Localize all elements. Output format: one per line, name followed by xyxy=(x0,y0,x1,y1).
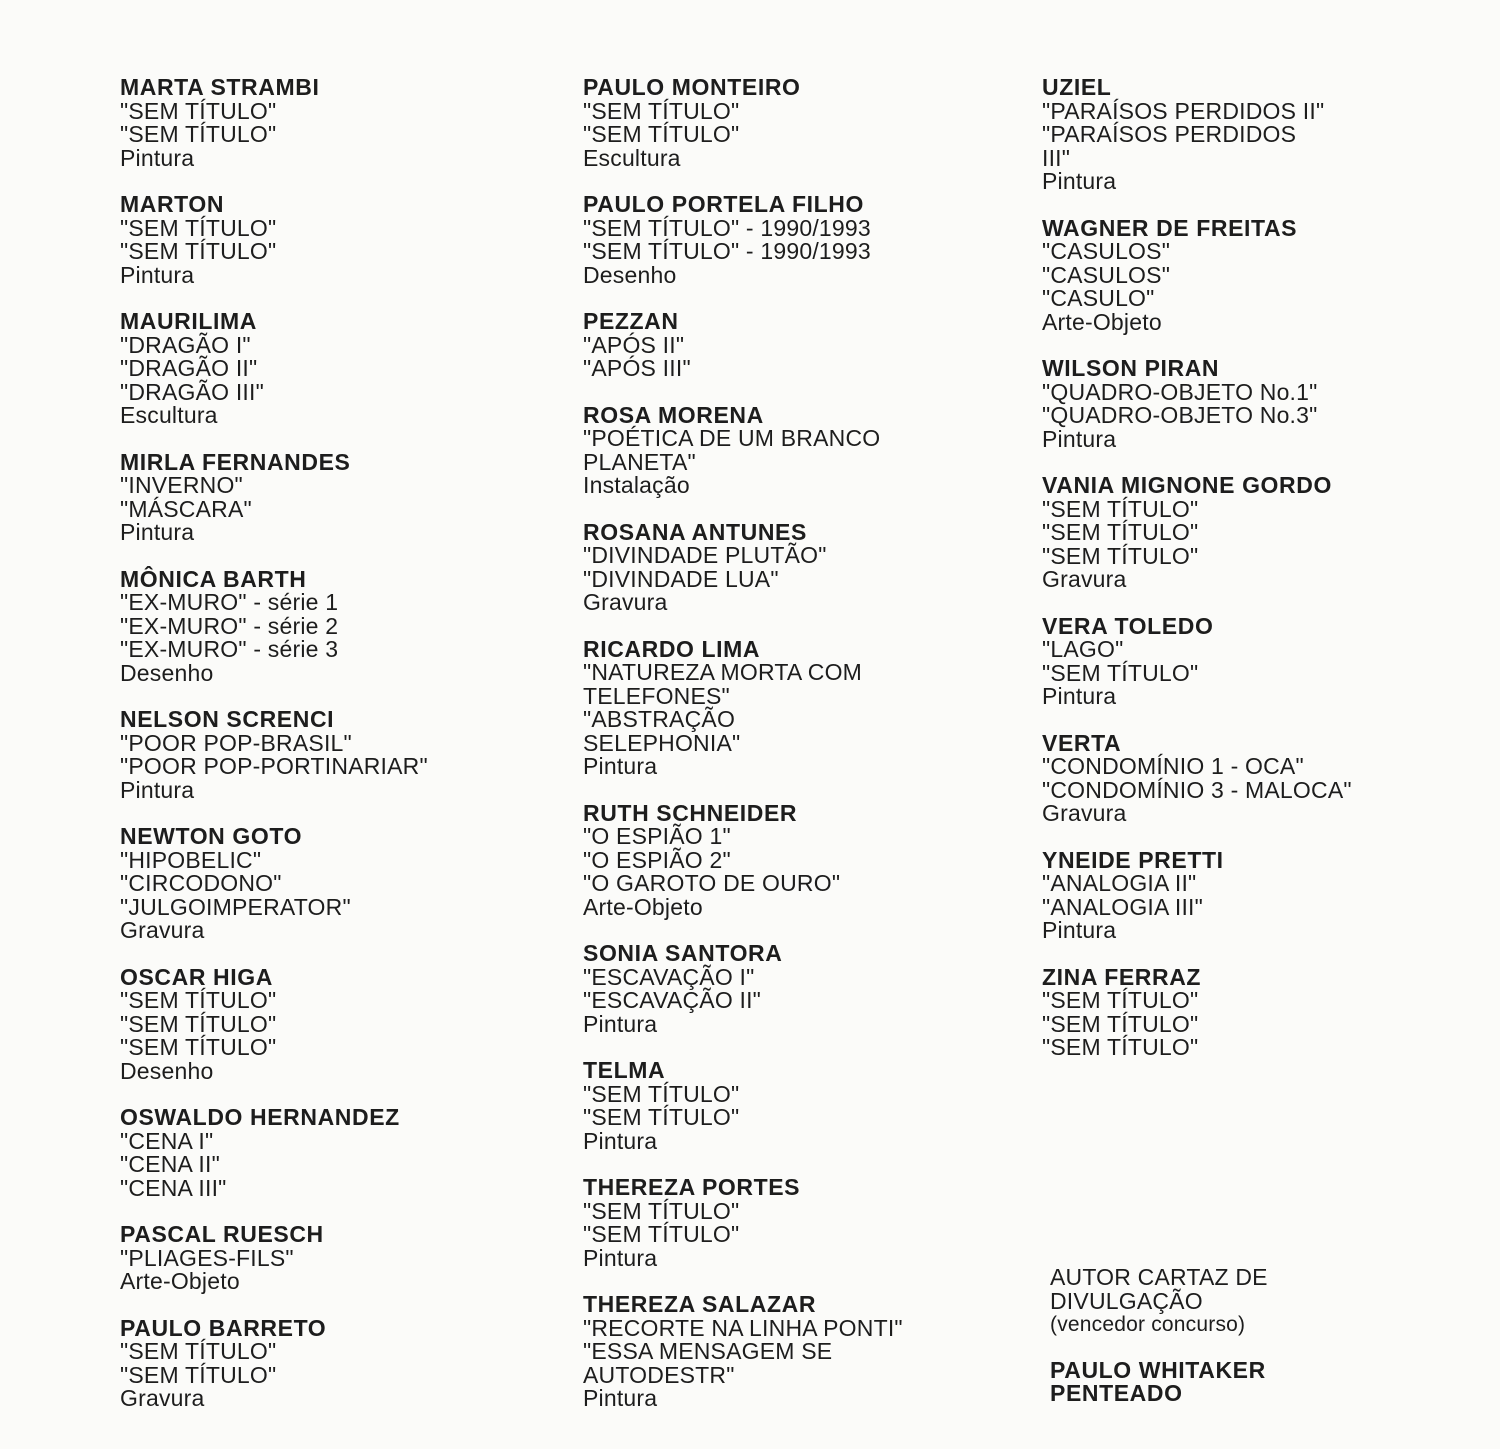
artist-name: THEREZA PORTES xyxy=(583,1174,801,1200)
work-medium: Desenho xyxy=(120,659,214,686)
work-title: "DIVINDADE PLUTÃO" xyxy=(583,542,827,568)
work-medium: Pintura xyxy=(120,261,195,288)
work-title: "POÉTICA DE UM BRANCO xyxy=(583,425,881,451)
work-title: "SEM TÍTULO" xyxy=(120,121,277,147)
work-medium: Pintura xyxy=(583,753,658,779)
work-title: "ANALOGIA III" xyxy=(1042,893,1204,920)
work-title: "SEM TÍTULO" xyxy=(1042,542,1199,569)
work-title: "CENA I" xyxy=(120,1127,214,1154)
work-title: "SEM TÍTULO" xyxy=(583,1080,740,1107)
work-medium: Escultura xyxy=(120,402,218,428)
poster-note: (vencedor concurso) xyxy=(1050,1313,1246,1336)
work-title: "CONDOMÍNIO 3 - MALOCA" xyxy=(1042,776,1352,803)
artist-column-2 xyxy=(583,76,1023,1434)
work-medium: Gravura xyxy=(1042,566,1127,592)
work-medium: Pintura xyxy=(583,1010,658,1037)
work-title: TELEFONES" xyxy=(583,682,730,709)
artist-name: MÔNICA BARTH xyxy=(120,565,307,592)
work-title: "SEM TÍTULO" xyxy=(120,1034,277,1060)
work-medium: Gravura xyxy=(583,589,668,615)
artist-entry xyxy=(583,76,1023,170)
artist-name: WILSON PIRAN xyxy=(1042,355,1220,381)
work-title: "SEM TÍTULO" xyxy=(120,1010,277,1037)
work-title: "SEM TÍTULO" xyxy=(1042,495,1199,522)
artist-entry xyxy=(120,76,560,170)
artist-name: WAGNER DE FREITAS xyxy=(1042,214,1298,241)
artist-name: MAURILIMA xyxy=(120,308,257,334)
work-title: III" xyxy=(1042,144,1071,171)
poster-author-line-2: PENTEADO xyxy=(1050,1380,1183,1406)
artist-name: RICARDO LIMA xyxy=(583,635,761,662)
artist-name: NEWTON GOTO xyxy=(120,823,303,849)
artist-entry xyxy=(1042,963,1462,1060)
artist-name: VERA TOLEDO xyxy=(1042,612,1214,639)
work-title: "CONDOMÍNIO 1 - OCA" xyxy=(1042,753,1304,779)
work-medium: Pintura xyxy=(120,776,195,803)
artist-entry xyxy=(1042,474,1462,592)
work-title: AUTODESTR" xyxy=(583,1361,735,1388)
work-title: "CIRCODONO" xyxy=(120,870,282,896)
artist-entry xyxy=(120,565,560,686)
work-title: "CENA III" xyxy=(120,1174,227,1201)
work-title: "DRAGÃO III" xyxy=(120,378,264,405)
work-medium: Gravura xyxy=(120,917,205,943)
work-title: "PARAÍSOS PERDIDOS II" xyxy=(1042,97,1325,124)
work-title: "SEM TÍTULO" xyxy=(1042,1010,1199,1037)
work-title: "SEM TÍTULO" xyxy=(120,987,277,1013)
work-title: "SEM TÍTULO" xyxy=(583,1221,740,1247)
artist-entry xyxy=(120,825,560,943)
artist-entry xyxy=(583,1176,1023,1270)
work-title: "SEM TÍTULO" xyxy=(120,97,277,124)
work-title: "LAGO" xyxy=(1042,636,1124,662)
work-title: "PARAÍSOS PERDIDOS xyxy=(1042,121,1297,147)
work-title: "CASULOS" xyxy=(1042,238,1171,264)
work-title: "CASULO" xyxy=(1042,285,1155,311)
artist-name: UZIEL xyxy=(1042,74,1112,100)
artist-name: YNEIDE PRETTI xyxy=(1042,846,1224,873)
work-title: "ANALOGIA II" xyxy=(1042,870,1197,896)
artist-name: PAULO MONTEIRO xyxy=(583,74,801,100)
artist-entry xyxy=(120,193,560,287)
work-title: PLANETA" xyxy=(583,448,696,475)
artist-name: ROSANA ANTUNES xyxy=(583,518,807,545)
artist-entry xyxy=(583,401,1023,498)
artist-column-3 xyxy=(1042,76,1462,1083)
artist-entry xyxy=(583,310,1023,381)
work-title: "SEM TÍTULO" xyxy=(1042,519,1199,545)
artist-entry xyxy=(120,448,560,545)
artist-entry xyxy=(1042,729,1462,826)
work-medium: Escultura xyxy=(583,144,681,171)
work-title: "QUADRO-OBJETO No.1" xyxy=(1042,378,1318,405)
work-title: "ESCAVAÇÃO II" xyxy=(583,987,762,1013)
work-title: "CENA II" xyxy=(120,1151,220,1177)
artist-name: PEZZAN xyxy=(583,308,679,334)
work-medium: Gravura xyxy=(120,1385,205,1411)
artist-entry xyxy=(1042,76,1462,194)
artist-entry xyxy=(120,1223,560,1294)
work-title: "SEM TÍTULO" xyxy=(583,121,740,147)
work-title: "PLIAGES-FILS" xyxy=(120,1244,294,1271)
work-medium: Arte-Objeto xyxy=(583,893,703,920)
work-title: "EX-MURO" - série 3 xyxy=(120,636,339,662)
artist-name: ZINA FERRAZ xyxy=(1042,963,1202,990)
artist-entry xyxy=(120,1106,560,1200)
artist-name: MIRLA FERNANDES xyxy=(120,448,351,475)
poster-heading-line-1: AUTOR CARTAZ DE xyxy=(1050,1264,1268,1290)
work-title: "SEM TÍTULO" xyxy=(583,1197,740,1224)
artist-entry xyxy=(583,1293,1023,1411)
poster-author-line-1: PAULO WHITAKER xyxy=(1050,1356,1266,1383)
artist-column-1 xyxy=(120,76,560,1434)
artist-entry xyxy=(120,1314,560,1411)
artist-name: RUTH SCHNEIDER xyxy=(583,799,798,826)
work-title: "MÁSCARA" xyxy=(120,495,252,522)
artist-entry xyxy=(120,708,560,802)
work-title: "NATUREZA MORTA COM xyxy=(583,659,863,685)
artist-entry xyxy=(583,799,1023,920)
artist-name: MARTA STRAMBI xyxy=(120,74,320,100)
work-title: "SEM TÍTULO" xyxy=(583,1104,740,1130)
work-medium: Pintura xyxy=(1042,425,1117,452)
work-medium: Pintura xyxy=(120,519,195,545)
artist-name: THEREZA SALAZAR xyxy=(583,1291,817,1317)
work-title: "POOR POP-BRASIL" xyxy=(120,729,352,756)
work-title: "APÓS II" xyxy=(583,331,685,358)
work-medium: Instalação xyxy=(583,472,690,498)
artist-name: PAULO BARRETO xyxy=(120,1314,327,1341)
artist-name: OSCAR HIGA xyxy=(120,963,273,990)
work-title: "RECORTE NA LINHA PONTI" xyxy=(583,1314,903,1341)
artist-entry xyxy=(120,963,560,1084)
work-title: "O ESPIÃO 1" xyxy=(583,823,731,849)
work-title: "QUADRO-OBJETO No.3" xyxy=(1042,402,1318,428)
work-title: "DIVINDADE LUA" xyxy=(583,565,779,592)
artist-entry xyxy=(583,518,1023,615)
work-title: "O ESPIÃO 2" xyxy=(583,846,731,873)
work-title: "DRAGÃO II" xyxy=(120,355,258,381)
work-title: "SEM TÍTULO" xyxy=(120,214,277,241)
work-title: "DRAGÃO I" xyxy=(120,331,251,358)
work-medium: Pintura xyxy=(583,1127,658,1154)
work-title: "O GAROTO DE OURO" xyxy=(583,870,841,896)
work-medium: Pintura xyxy=(1042,168,1117,194)
work-medium: Pintura xyxy=(583,1244,658,1271)
work-title: "SEM TÍTULO" xyxy=(120,1361,277,1388)
work-medium: Arte-Objeto xyxy=(1042,308,1162,335)
work-title: "HIPOBELIC" xyxy=(120,846,262,873)
artist-entry xyxy=(583,1059,1023,1153)
artist-entry xyxy=(1042,214,1462,335)
artist-name: NELSON SCRENCI xyxy=(120,706,335,732)
work-title: "SEM TÍTULO" - 1990/1993 xyxy=(583,214,871,241)
poster-credit xyxy=(1050,1266,1450,1406)
work-medium: Desenho xyxy=(583,261,677,288)
artist-name: PAULO PORTELA FILHO xyxy=(583,191,864,217)
artist-name: TELMA xyxy=(583,1057,666,1083)
artist-entry xyxy=(583,193,1023,287)
work-title: "SEM TÍTULO" xyxy=(120,238,277,264)
artist-entry xyxy=(583,942,1023,1036)
work-title: "SEM TÍTULO" xyxy=(1042,987,1199,1013)
work-title: "SEM TÍTULO" xyxy=(1042,1034,1199,1060)
artist-entry xyxy=(1042,612,1462,709)
work-title: "JULGOIMPERATOR" xyxy=(120,893,351,920)
work-title: "APÓS III" xyxy=(583,355,691,381)
work-title: "ESCAVAÇÃO I" xyxy=(583,963,755,990)
work-medium: Arte-Objeto xyxy=(120,1268,240,1294)
artist-entry xyxy=(1042,846,1462,943)
work-medium: Pintura xyxy=(120,144,195,171)
work-title: "SEM TÍTULO" xyxy=(120,1338,277,1364)
work-medium: Pintura xyxy=(1042,917,1117,943)
artist-name: SONIA SANTORA xyxy=(583,940,783,966)
work-medium: Desenho xyxy=(120,1057,214,1084)
artist-name: VERTA xyxy=(1042,729,1122,756)
artist-name: PASCAL RUESCH xyxy=(120,1221,324,1247)
poster-heading-line-2: DIVULGAÇÃO xyxy=(1050,1287,1203,1314)
work-title: "EX-MURO" - série 2 xyxy=(120,612,339,639)
work-medium: Pintura xyxy=(1042,683,1117,709)
artist-entry xyxy=(583,635,1023,779)
artist-name: MARTON xyxy=(120,191,225,217)
artist-entry xyxy=(120,310,560,428)
work-title: "EX-MURO" - série 1 xyxy=(120,589,339,615)
work-title: "SEM TÍTULO" xyxy=(583,97,740,124)
work-title: SELEPHONIA" xyxy=(583,729,741,756)
artist-name: ROSA MORENA xyxy=(583,401,764,428)
work-title: "INVERNO" xyxy=(120,472,243,498)
work-title: "ABSTRAÇÃO xyxy=(583,706,736,732)
work-medium: Pintura xyxy=(583,1385,658,1411)
work-title: "ESSA MENSAGEM SE xyxy=(583,1338,833,1364)
artist-entry xyxy=(1042,357,1462,451)
work-medium: Gravura xyxy=(1042,800,1127,826)
work-title: "SEM TÍTULO" - 1990/1993 xyxy=(583,238,871,264)
work-title: "SEM TÍTULO" xyxy=(1042,659,1199,686)
artist-name: OSWALDO HERNANDEZ xyxy=(120,1104,400,1130)
work-title: "POOR POP-PORTINARIAR" xyxy=(120,753,428,779)
artist-name: VANIA MIGNONE GORDO xyxy=(1042,472,1332,498)
work-title: "CASULOS" xyxy=(1042,261,1171,288)
